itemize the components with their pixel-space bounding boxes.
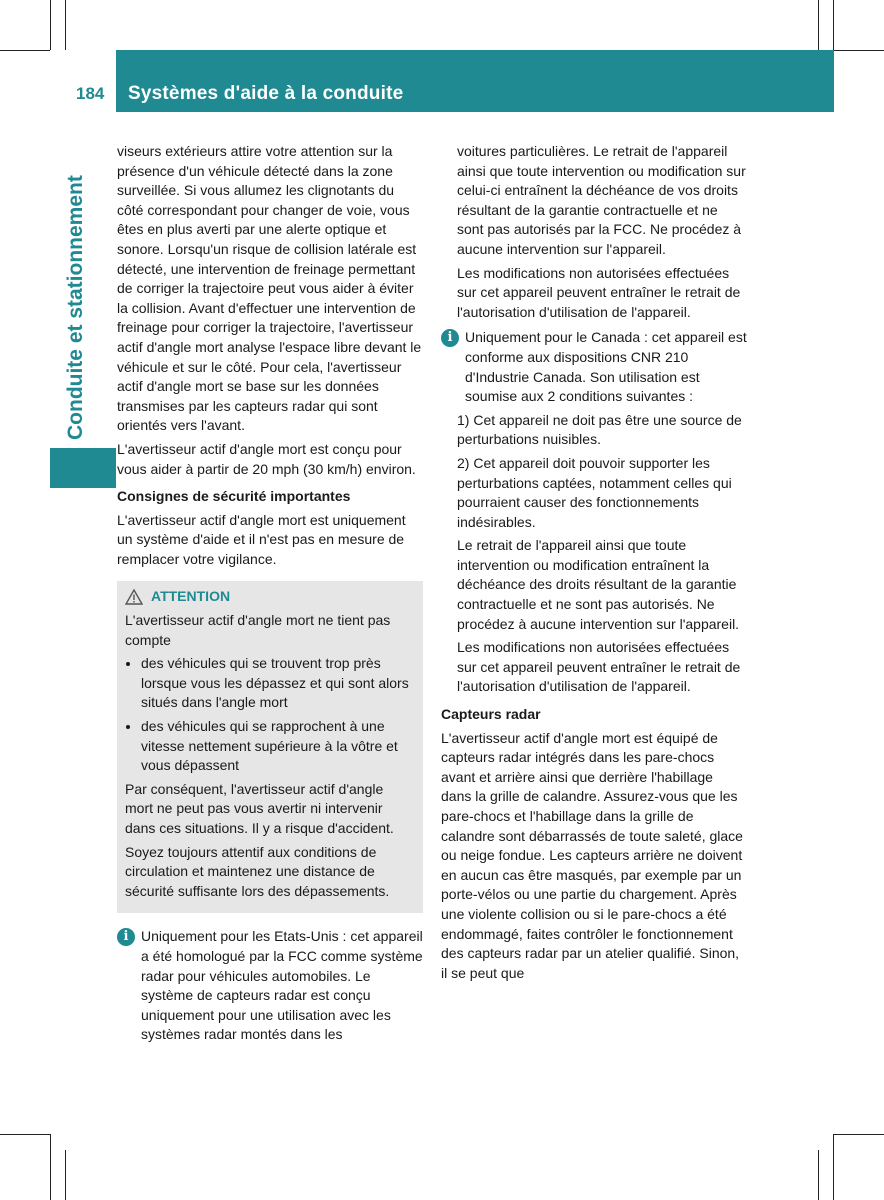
warning-box — [117, 581, 423, 913]
crop-mark — [50, 0, 51, 50]
page-title: Systèmes d'aide à la conduite — [128, 83, 404, 104]
paragraph: L'avertisseur actif d'angle mort est conçu pour vous aider à partir de 20 mph (30 km/h) environ. — [117, 440, 416, 477]
info-icon: i — [117, 928, 135, 946]
list-item: • des véhicules qui se trouvent trop près lorsque vous les dépassez et qui sont alors situés dans l'angle mort — [141, 654, 415, 713]
paragraph: Les modifications non autorisées effectuées sur cet appareil peuvent entraîner le retrait de l'autorisation d'utilisation de l'appareil. — [457, 264, 741, 320]
info-text: Uniquement pour les Etats-Unis : cet appareil a été homologué par la FCC comme système radar pour véhicules automobiles. Le système de capteurs radar est conçu uniquement pour une utilisation avec les systèmes radar montés dans les — [141, 928, 423, 1043]
section-heading: Consignes de sécurité importantes — [117, 488, 351, 505]
paragraph: L'avertisseur actif d'angle mort est équipé de capteurs radar intégrés dans les pare-chocs avant et arrière ainsi que derrière l'habillage dans la grille de calandre. Assurez-vous que les pare-chocs et l'habillage dans la grille de calandre sont débarrassés de toute saleté, glace ou neige fondue. Les capteurs arrière ne doivent en aucun cas être masqués, par exemple par un porte-vélos ou une partie du chargement. Après une violente collision ou si le pare-chocs a été endommagé, faites contrôler le fonctionnement des capteurs radar par un atelier qualifié. Sinon, il se peut que — [441, 729, 743, 981]
side-tab-label: Conduite et stationnement — [64, 175, 87, 440]
warning-list — [125, 654, 415, 776]
crop-mark — [65, 0, 66, 50]
crop-mark — [818, 1150, 819, 1200]
warning-text: Par conséquent, l'avertisseur actif d'angle mort ne peut pas vous avertir ni intervenir dans ces situations. Il y a risque d'accident. — [125, 780, 394, 836]
paragraph: L'avertisseur actif d'angle mort est uniquement un système d'aide et il n'est pas en mesure de remplacer votre vigilance. — [117, 511, 406, 567]
column-left — [117, 142, 423, 1049]
paragraph: Le retrait de l'appareil ainsi que toute intervention ou modification entraînent la déchéance des droits résultant de la garantie contractuelle et ne sont pas autorisés. Ne procédez à aucune intervention sur l'appareil. — [457, 537, 740, 632]
crop-mark — [834, 1134, 884, 1135]
warning-title — [125, 587, 415, 607]
list-item: • des véhicules qui se rapprochent à une vitesse nettement supérieure à la vôtre et vous dépassent — [141, 717, 415, 776]
crop-mark — [833, 0, 834, 50]
paragraph: viseurs extérieurs attire votre attention sur la présence d'un véhicule détecté dans la zone surveillée. Si vous allumez les clignotants du côté correspondant pour changer de voie, vous êtes en plus averti par une alerte optique et sonore. Lorsqu'un risque de collision latérale est détecté, une intervention de freinage permettant de corriger la trajectoire peut vous aider à éviter la collision. Avant d'effectuer une intervention de freinage pour corriger la trajectoire, l'avertisseur actif d'angle mort analyse l'espace libre devant le véhicule et sur le côté. Pour cela, l'avertisseur actif d'angle mort se base sur les données transmises par les capteurs radar qui sont orientés vers l'avant. — [117, 143, 422, 434]
info-note-usa — [117, 927, 423, 1045]
warning-triangle-icon — [125, 589, 143, 605]
crop-mark — [0, 1134, 50, 1135]
crop-mark — [833, 1134, 834, 1200]
crop-mark — [0, 50, 50, 51]
crop-mark — [50, 1134, 51, 1200]
paragraph: voitures particulières. Le retrait de l'appareil ainsi que toute intervention ou modification sur celui-ci entraînent la déchéance de vos droits résultant de la garantie contractuelle et ne sont pas autorisés par la FCC. Ne procédez à aucune intervention sur l'appareil. — [457, 143, 746, 257]
crop-mark — [65, 1150, 66, 1200]
paragraph: 2) Cet appareil doit pouvoir supporter les perturbations captées, notamment celles qui pourraient causer des fonctionnements indésirables. — [457, 454, 732, 530]
column-right — [441, 142, 747, 987]
info-icon: i — [441, 329, 459, 347]
warning-text: Soyez toujours attentif aux conditions de circulation et maintenez une distance de sécurité suffisante lors des dépassements. — [125, 843, 390, 899]
section-heading: Capteurs radar — [441, 706, 541, 723]
page-number: 184 — [76, 84, 105, 103]
side-tab-block — [50, 448, 116, 488]
paragraph: 1) Cet appareil ne doit pas être une source de perturbations nuisibles. — [457, 411, 742, 448]
info-note-canada — [441, 328, 747, 406]
warning-intro: L'avertisseur actif d'angle mort ne tient pas compte — [125, 612, 391, 648]
crop-mark — [818, 0, 819, 50]
warning-title-text: ATTENTION — [151, 588, 231, 605]
info-text: Uniquement pour le Canada : cet appareil est conforme aux dispositions CNR 210 d'Industrie Canada. Son utilisation est soumise aux 2 conditions suivantes : — [465, 329, 747, 405]
crop-mark — [834, 50, 884, 51]
paragraph: Les modifications non autorisées effectuées sur cet appareil peuvent entraîner le retrait de l'autorisation d'utilisation de l'appareil. — [457, 639, 741, 695]
